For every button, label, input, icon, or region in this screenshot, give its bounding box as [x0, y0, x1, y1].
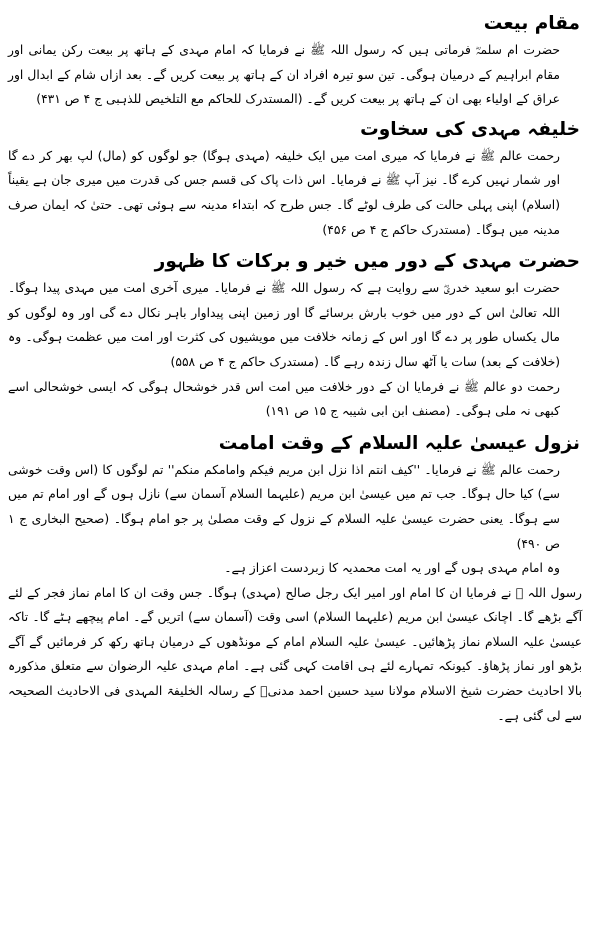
section-khair-o-barakat: [8, 248, 582, 424]
paragraph: حضرت ابو سعید خدریؓ سے روایت ہے کہ رسول اللہ ﷺ نے فرمایا۔ میری آخری امت میں مہدی پیدا ہوگا۔ اللہ تعالیٰ اس کے دور میں خوب بارش برسائے گا اور زمین اپنی پیداوار باہر نکال دے گی اور وہ لوگوں کو مال یکساں طور پر دے گا اور اس کے زمانہ خلافت میں مویشیوں کی کثرت اور امت میں عظمت ہوگی۔ وہ (خلافت کے بعد) سات یا آٹھ سال زندہ رہے گا۔ (مستدرک حاکم ج ۴ ص ۵۵۸): [8, 281, 560, 369]
section-heading: خلیفہ مہدی کی سخاوت: [360, 118, 580, 140]
paragraph: رحمت عالم ﷺ نے فرمایا کہ میری امت میں ایک خلیفہ (مہدی ہوگا) جو لوگوں کو (مال) لپ بھر کر دے گا اور شمار نہیں کرے گا۔ نیز آپ ﷺ نے فرمایا۔ اس ذات پاک کی قسم جس کی قدرت میں میری جان ہے یقیناً (اسلام) اپنی پہلی حالت کی طرف لوٹے گا۔ جس طرح کہ ابتداء مدینہ سے ہوئی تھی۔ حتیٰ کہ ایمان صرف مدینہ میں ہوگا۔ (مستدرک حاکم ج ۴ ص ۴۵۶): [8, 148, 560, 237]
section-heading: حضرت مہدی کے دور میں خیر و برکات کا ظہور: [154, 251, 580, 273]
section-heading: نزول عیسیٰ علیہ السلام کے وقت امامت: [218, 432, 580, 454]
section-sakhawat: [8, 116, 582, 242]
paragraph: رحمت دو عالم ﷺ نے فرمایا ان کے دور خلافت میں امت اس قدر خوشحال ہوگی کہ ایسی خوشحالی اسے کبھی نہ ملی ہوگی۔ (مصنف ابن ابی شیبہ ج ۱۵ ص ۱۹۱): [8, 379, 560, 419]
section-heading: مقام بیعت: [483, 13, 580, 34]
paragraph: حضرت ام سلمہؓ فرماتی ہیں کہ رسول اللہ ﷺ نے فرمایا کہ امام مہدی کے ہاتھ پر بیعت رکن یمانی اور مقام ابراہیم کے درمیان ہوگی۔ تین سو تیرہ افراد ان کے ہاتھ پر بیعت کریں گے۔ بعد ازاں شام کے ابدال اور عراق کے اولیاء بھی ان کے ہاتھ پر بیعت کریں گے۔ (المستدرک للحاکم مع التلخیص للذہبی ج ۴ ص ۴۳۱): [8, 43, 560, 107]
paragraph: وہ امام مہدی ہوں گے اور یہ امت محمدیہ کا زبردست اعزاز ہے۔: [224, 561, 560, 576]
section-bayat: [8, 10, 582, 112]
paragraph: رسول اللہ ﷺ نے فرمایا ان کا امام اور امیر ایک رجل صالح (مہدی) ہوگا۔ جس وقت ان کا امام نماز فجر کے لئے آگے بڑھے گا۔ اچانک عیسیٰ ابن مریم (علیہما السلام) اسی وقت (آسمان سے) اتریں گے۔ امام پیچھے ہٹے گا۔ تاکہ عیسیٰ علیہ السلام نماز پڑھائیں۔ عیسیٰ علیہ السلام امام کے مونڈھوں کے درمیان ہاتھ رکھ کر فرمائیں گے آگے بڑھو اور نماز پڑھاؤ۔ کیونکہ تمہارے لئے ہی اقامت کہی گئی ہے۔ امام مہدی علیہ الرضوان سے متعلق مذکورہ بالا احادیث حضرت شیخ الاسلام مولانا سید حسین احمد مدنیؒ کے رسالہ الخلیفۃ المہدی فی الاحادیث الصحیحہ سے لی گئی ہے۔: [8, 585, 582, 723]
section-nuzool-isa: [8, 430, 582, 729]
paragraph: رحمت عالم ﷺ نے فرمایا۔ ''کیف انتم اذا نزل ابن مریم فیکم وامامکم منکم'' تم لوگوں کا (اس وقت خوشی سے) کیا حال ہوگا۔ جب تم میں عیسیٰ ابن مریم (علیہما السلام آسمان سے) نازل ہوں گے اور امام تم میں سے ہوگا۔ یعنی حضرت عیسیٰ علیہ السلام کے نزول کے وقت مصلیٰ پر جو امام ہوگا۔ (صحیح البخاری ج ۱ ص ۴۹۰): [8, 462, 560, 551]
